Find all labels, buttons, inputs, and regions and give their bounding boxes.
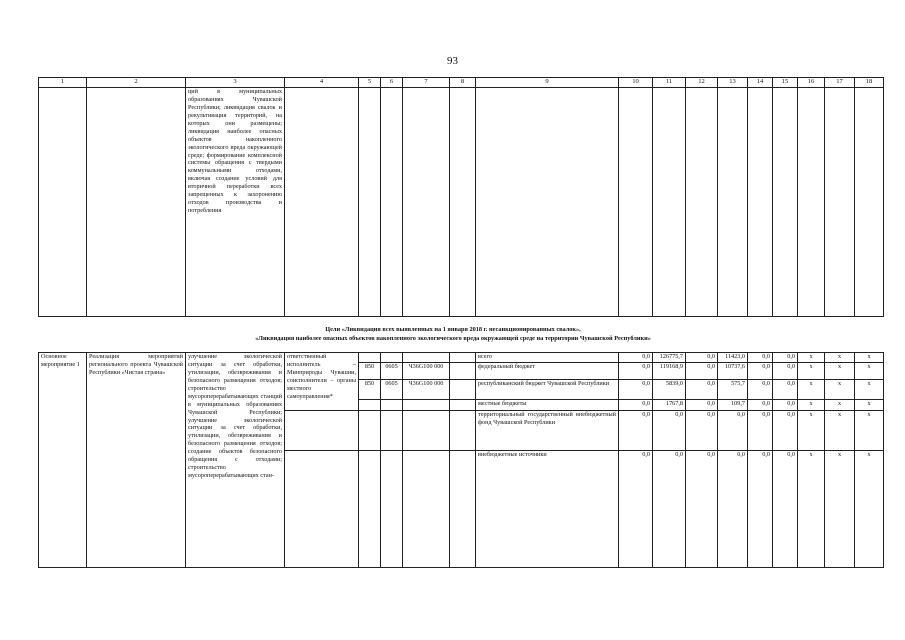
column-number-row [39, 78, 884, 88]
column-number: 6 [381, 78, 403, 88]
cell-expense-group [450, 380, 476, 400]
value-cell: x [798, 411, 825, 451]
cell-section [381, 353, 403, 363]
value-cell: x [855, 451, 884, 568]
cell-section [381, 451, 403, 568]
finance-source: всего [476, 353, 619, 363]
value-cell: x [798, 380, 825, 400]
column-number: 10 [619, 78, 653, 88]
column-number: 14 [748, 78, 773, 88]
value-cell: 126775,7 [653, 353, 686, 363]
goal-heading [38, 326, 868, 343]
value-cell: 11423,0 [718, 353, 748, 363]
column-number: 4 [285, 78, 359, 88]
cell-grbs [359, 353, 381, 363]
value-cell: 0,0 [619, 380, 653, 400]
value-cell: x [825, 451, 855, 568]
value-cell: 0,0 [773, 451, 798, 568]
value-cell: 0,0 [748, 451, 773, 568]
measure-description: улучшение экологической ситуации за счет обработки, утилизации, обезвреживания и безопасного размещения отходов; строительство мусороперерабатывающих станций в муниципальных образованиях Чувашской Республики; улучшение экологической ситуации за счет обработки, утилизации, обезвреживания и безопасного размещения отходов; создание объектов безопасного обращения с отходами; строительство мусороперерабатывающих стан- [186, 353, 285, 568]
column-number: 7 [403, 78, 450, 88]
value-cell: 0,0 [686, 380, 718, 400]
value-cell: 0,0 [748, 363, 773, 380]
value-cell: x [798, 400, 825, 411]
column-number: 12 [686, 78, 718, 88]
cell-section [381, 411, 403, 451]
value-cell: x [798, 353, 825, 363]
column-number: 8 [450, 78, 476, 88]
measure-type: Основное мероприятие 1 [39, 353, 87, 568]
measure-table [38, 352, 884, 568]
value-cell: 0,0 [619, 451, 653, 568]
value-cell: 0,0 [718, 451, 748, 568]
value-cell: x [825, 411, 855, 451]
cell-expense-group [450, 363, 476, 380]
value-cell: 0,0 [748, 400, 773, 411]
cell-target-article [403, 451, 450, 568]
column-number: 11 [653, 78, 686, 88]
cell-target-article [403, 353, 450, 363]
value-cell: 0,0 [686, 451, 718, 568]
value-cell: x [855, 411, 884, 451]
column-number: 17 [825, 78, 855, 88]
value-cell: 0,0 [619, 400, 653, 411]
finance-source: республиканский бюджет Чувашской Республики [476, 380, 619, 400]
cell-target-article: Ч36G100 000 [403, 380, 450, 400]
value-cell: 0,0 [686, 363, 718, 380]
column-number: 18 [855, 78, 884, 88]
column-number: 3 [186, 78, 285, 88]
value-cell: 0,0 [653, 411, 686, 451]
goal-line-2: «Ликвидация наиболее опасных объектов накопленного экологического вреда окружающей среде на территории Чувашской Республики» [255, 334, 651, 342]
value-cell: 109,7 [718, 400, 748, 411]
value-cell: 10737,6 [718, 363, 748, 380]
value-cell: x [855, 363, 884, 380]
value-cell: 0,0 [686, 353, 718, 363]
value-cell: 0,0 [686, 400, 718, 411]
value-cell: 0,0 [748, 353, 773, 363]
column-number: 16 [798, 78, 825, 88]
value-cell: 1767,8 [653, 400, 686, 411]
finance-source: территориальный государственный внебюджетный фонд Чувашской Республики [476, 411, 619, 451]
finance-source: федеральный бюджет [476, 363, 619, 380]
value-cell: 0,0 [718, 411, 748, 451]
value-cell: x [825, 380, 855, 400]
value-cell: 0,0 [773, 353, 798, 363]
top-table [38, 77, 884, 317]
column-number: 15 [773, 78, 798, 88]
value-cell: 119168,9 [653, 363, 686, 380]
goal-line-1: Цели «Ликвидация всех выявленных на 1 января 2018 г. несанкционированных свалок», [325, 326, 581, 333]
value-cell: x [855, 380, 884, 400]
empty-cell [285, 411, 359, 451]
value-cell: 0,0 [653, 451, 686, 568]
value-cell: 0,0 [619, 411, 653, 451]
cell-section: 0605 [381, 363, 403, 380]
value-cell: x [798, 363, 825, 380]
cell-grbs [359, 451, 381, 568]
cell-grbs [359, 400, 381, 411]
finance-source: местные бюджеты [476, 400, 619, 411]
column-number: 13 [718, 78, 748, 88]
cell-section: 0605 [381, 380, 403, 400]
value-cell: x [825, 363, 855, 380]
cell-expense-group [450, 400, 476, 411]
measure-executor: ответственный исполнитель – Минприроды Чувашии, соисполнители – органы местного самоуправления* [285, 353, 359, 411]
value-cell: 0,0 [619, 353, 653, 363]
finance-source: внебюджетные источники [476, 451, 619, 568]
value-cell: 0,0 [686, 411, 718, 451]
cell-grbs [359, 411, 381, 451]
cell-expense-group [450, 353, 476, 363]
value-cell: 0,0 [773, 411, 798, 451]
value-cell: x [855, 400, 884, 411]
value-cell: 0,0 [773, 363, 798, 380]
continuation-text: ций в муниципальных образованиях Чувашской Республики; ликвидация свалок и рекультивация территорий, на которых они размещены; ликвидация наиболее опасных объектов накопленного экологического вреда окружающей среде; формирование комплексной системы обращения с твердыми коммунальными отходами, включая создание условий для вторичной переработки всех запрещенных к захоронению отходов производства и потребления [186, 88, 285, 317]
empty-cell [285, 451, 359, 568]
value-cell: 0,0 [773, 380, 798, 400]
cell-target-article [403, 400, 450, 411]
cell-expense-group [450, 451, 476, 568]
value-cell: 0,0 [773, 400, 798, 411]
finance-row [39, 353, 884, 363]
column-number: 1 [39, 78, 87, 88]
value-cell: x [825, 353, 855, 363]
value-cell: 5839,0 [653, 380, 686, 400]
column-number: 9 [476, 78, 619, 88]
value-cell: 0,0 [619, 363, 653, 380]
value-cell: 0,0 [748, 380, 773, 400]
cell-expense-group [450, 411, 476, 451]
cell-target-article: Ч36G100 000 [403, 363, 450, 380]
measure-name: Реализация мероприятий регионального проекта Чувашской Республики «Чистая страна» [87, 353, 186, 568]
page-number: 93 [447, 55, 458, 67]
value-cell: x [798, 451, 825, 568]
cell-grbs: 850 [359, 380, 381, 400]
column-number: 2 [87, 78, 186, 88]
cell-grbs: 850 [359, 363, 381, 380]
value-cell: x [825, 400, 855, 411]
cell-section [381, 400, 403, 411]
cell-target-article [403, 411, 450, 451]
value-cell: 0,0 [748, 411, 773, 451]
value-cell: x [855, 353, 884, 363]
value-cell: 575,7 [718, 380, 748, 400]
column-number: 5 [359, 78, 381, 88]
continuation-row [39, 88, 884, 317]
